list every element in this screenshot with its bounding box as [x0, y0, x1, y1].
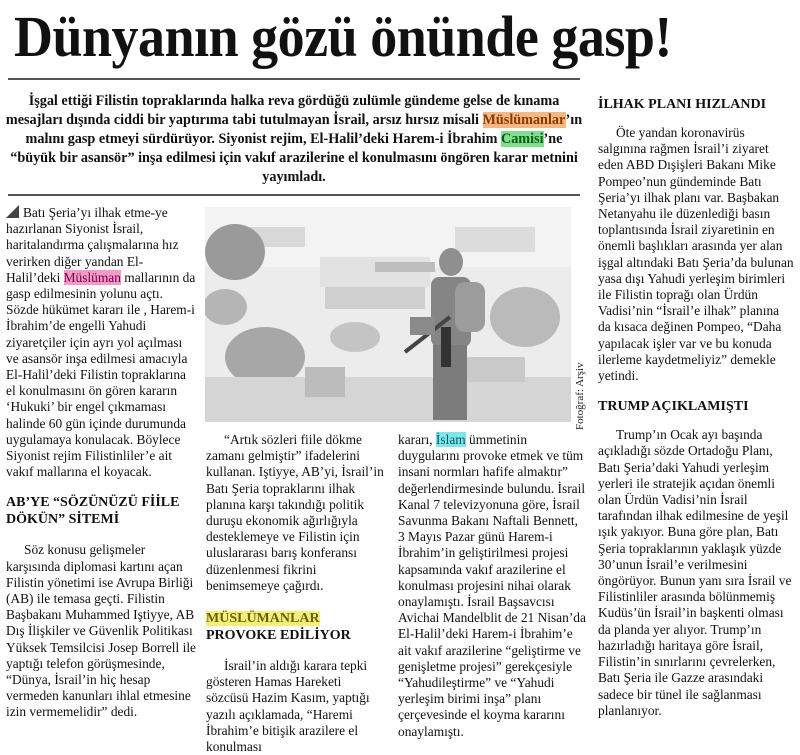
deck-text-1: İşgal ettiği Filistin topraklarında halka reva gördüğü zulümle gündeme gelse de kınama mesajları dışında ciddi bir yaptırıma tabi tutulmayan İsrail, arsız hırsız misali: [5, 93, 560, 128]
photo-credit: [574, 335, 588, 430]
subhead-ab-sitemi: AB’YE “SÖZÜNÜZÜ FİİLE DÖKÜN” SİTEMİ: [6, 495, 180, 528]
deck-text-3: ’ne “büyük bir asansör” inşa edilmesi için vakıf arazilerine el konulmasını öngören karar metnini yayımladı.: [10, 131, 578, 185]
photo-soldier-hebron: [205, 207, 571, 422]
deck-summary: [4, 92, 584, 187]
headline: Dünyanın gözü önünde gasp!: [14, 4, 672, 69]
highlight-muslumanlar-subhead: MÜSLÜMANLAR: [206, 611, 320, 627]
column-1-text-a: Batı Şeria’yı ilhak etme-ye hazırlanan Siyonist İsrail, haritalandırma çalışmalarına hız verirken diğer yandan El-Halil’deki: [6, 205, 179, 285]
column-3-paragraph-1: [398, 432, 588, 740]
photo-credit-text: Fotoğraf: Arşiv: [574, 362, 586, 430]
highlight-musluman: Müslüman: [63, 269, 121, 285]
column-1-paragraph-2: Söz konusu gelişmeler karşısında diplomasi kartını açan Filistin yönetimi ise Avrupa Birliği (AB) ile temasa geçti. Filistin Başbakanı Muhammed Iştiyye, AB Dış İlişkiler ve Güvenlik Politikası Yüksek Temsilcisi Josep Borrell ile yaptığı telefon görüşmesinde, “Dünya, İsrail’in hiç hesap vermeden kanunları ihlal etmesine izin vermemelidir” dedi.: [6, 542, 196, 720]
subhead-trump: TRUMP AÇIKLAMIŞTI: [598, 399, 749, 415]
deck-text-2: ’ın malını gasp etmeyi sürdürüyor. Siyonist rejim, El-Halil’deki Harem-i İbrahim: [25, 112, 583, 147]
column-2-paragraph-1: “Artık sözleri fiile dökme zamanı gelmiştir” ifadelerini kullanan. Iştiyye, AB’yi, İsrail’in Batı Şeria topraklarını ilhak planına karşı takındığı politik duruşu ekonomik ağırlığıyla desteklemeye ve Filistin için uluslararası barış konferansı düzenlenmesi fikrini benimsemeye çağırdı.: [206, 432, 384, 593]
column-3: [398, 432, 588, 740]
subhead-ilhak-plani: İLHAK PLANI HIZLANDI: [598, 97, 767, 112]
column-3-text-b: ümmetinin duygularını provoke etmek ve tüm insani normları hafife almaktır” değerlendirmesinde bulundu. İsrail Kanal 7 televizyonuna göre, İsrail Savunma Bakanı Naftali Bennett, 3 Mayıs Pazar günü Harem-i İbrahim’in geliştirilmesi projesi kapsamında vakıf arazilerine el konulması projesini nihai olarak onaylamıştı. İsrail Başsavcısı Avichai Mandelblit de 21 Nisan’da El-Halil’deki Harem-i İbrahim’e ait vakıf arazilerine “geliştirme ve genişletme projesi” gerekçesiyle “Yahudileştirme” ve “Yahudi yerleşim birimi inşa” planı çerçevesinde el koyma kararını onaylamıştı.: [398, 432, 586, 739]
column-4-paragraph-2: Trump’ın Ocak ayı başında açıkladığı sözde Ortadoğu Planı, Batı Şeria’daki Yahudi yerleşim yerleri ile stratejik açıdan önemli olan Ürdün Vadisi’nin İsrail tarafından ilhak edilmesine de yeşil ışık yakıyor. Buna göre plan, Batı Şeria topraklarının yaklaşık yüzde 30’unun İsrail’e verilmesini öngörüyor. Bunun yanı sıra İsrail ve Filistinliler arasında bölünmemiş Kudüs’ün İsrail’in başkenti olması da planda yer alıyor. Trump’ın hazırladığı haritaya göre İsrail, Filistin’in sınırlarını çevrelerken, Batı Şeria ile Gazze arasındaki sadece bir tünel ile sağlanması planlanıyor.: [598, 427, 792, 718]
column-4-paragraph-1: Öte yandan koronavirüs salgınına rağmen İsrail’i ziyaret eden ABD Dışişleri Bakanı Mike Pompeo’nun gündeminde Batı Şeria’yı ilhak planı var. Başbakan Netanyahu ile düzenlediği basın toplantısında İsrail ziyaretinin en önemli başlıkları arasında yer alan işgal altındaki Batı Şeria’da bulunan yasa dışı Yahudi yerleşim birimleri ile Filistin toprağı olan Ürdün Vadisi’nin “İsrail’e ilhak” planına da kısaca değinen Pompeo, “Daha yapılacak işler var ve bu konuda ilerleme kaydetmeliyiz” demekle yetindi.: [598, 125, 794, 384]
column-1-text-b: mallarının da gasp edilmesinin yolunu açtı. Sözde hükümet kararı ile , Harem-i İbrahim’de engelli Yahudi ziyaretçiler için ayrı yol açılması ve asansör inşa edilmesi amacıyla El-Halil’deki Filistin topraklarına el konulmasını ön gören kararın ‘Hukuki’ bir engel çıkmaması halinde 60 gün içinde durumunda uygulamaya konulacak. Böylece Siyonist rejim Filistinliler’e ait vakıf mallarına el koyacak.: [6, 269, 196, 480]
subhead-provoke-text: PROVOKE EDİLİYOR: [206, 628, 351, 644]
column-2: [206, 432, 384, 755]
headline-rule: [8, 78, 580, 80]
column-4: [598, 96, 794, 719]
triangle-bullet-icon: [6, 205, 19, 218]
deck-highlight-camisi: Camisi: [500, 131, 544, 147]
deck-highlight-muslumanlar: Müslümanlar: [482, 112, 566, 128]
column-1-paragraph-1: [6, 205, 196, 480]
deck-rule: [8, 194, 580, 196]
column-1: [6, 205, 196, 721]
news-photo: [205, 207, 571, 422]
subhead-muslumanlar-provoke: [206, 610, 384, 644]
column-3-text-a: kararı,: [398, 432, 436, 447]
column-2-paragraph-2: İsrail’in aldığı karara tepki gösteren Hamas Hareketi sözcüsü Hazim Kasım, yaptığı yazılı açıklamada, “Haremi İbrahim’e bitişik arazilere el konulması: [206, 658, 370, 755]
highlight-islam: İslam: [435, 432, 466, 447]
